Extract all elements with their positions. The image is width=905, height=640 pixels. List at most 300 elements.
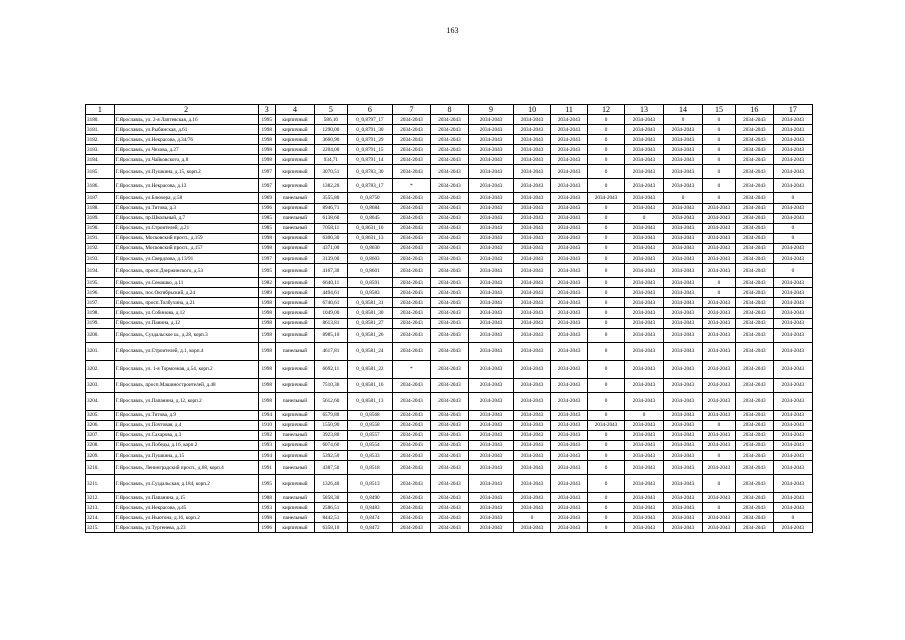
table-cell: 0 bbox=[703, 475, 736, 493]
table-cell: 2034-2043 bbox=[551, 328, 588, 342]
table-cell: 3188. bbox=[86, 203, 115, 213]
table-cell: 0_0,8472 bbox=[347, 523, 392, 533]
table-cell: 2034-2043 bbox=[773, 115, 812, 125]
table-cell: 1998 bbox=[258, 233, 275, 243]
table-cell: 2034-2043 bbox=[664, 450, 703, 460]
table-cell: 2034-2043 bbox=[551, 145, 588, 155]
table-cell: 2034-2043 bbox=[703, 298, 736, 308]
table-cell: 2034-2043 bbox=[624, 223, 663, 233]
table-cell: 2034-2043 bbox=[514, 420, 551, 430]
table-cell: 2034-2043 bbox=[588, 420, 625, 430]
table-cell: 586,10 bbox=[314, 115, 347, 125]
table-cell: 0 bbox=[773, 513, 812, 523]
table-cell: 6358,10 bbox=[314, 523, 347, 533]
table-cell: 2034-2043 bbox=[514, 342, 551, 360]
table-cell: 2034-2043 bbox=[392, 523, 430, 533]
table-cell: 1998 bbox=[258, 298, 275, 308]
table-cell: 0_0,8513 bbox=[347, 475, 392, 493]
table-cell: кирпичный bbox=[275, 378, 314, 392]
table-cell: 4387,50 bbox=[314, 461, 347, 475]
table-cell: 2034-2043 bbox=[392, 378, 430, 392]
table-cell: 3191. bbox=[86, 233, 115, 243]
table-cell: 2034-2043 bbox=[430, 440, 468, 450]
table-cell: 2034-2043 bbox=[664, 288, 703, 298]
table-cell: 0 bbox=[773, 223, 812, 233]
table-cell: 2034-2043 bbox=[624, 179, 663, 193]
table-cell: 2034-2043 bbox=[430, 125, 468, 135]
table-cell: 2034-2043 bbox=[735, 115, 773, 125]
table-cell: 2034-2043 bbox=[430, 378, 468, 392]
table-cell: 0 bbox=[588, 430, 625, 440]
table-cell: 2034-2043 bbox=[664, 155, 703, 165]
table-cell: 2034-2043 bbox=[624, 115, 663, 125]
table-cell: кирпичный bbox=[275, 264, 314, 278]
table-cell: 0 bbox=[588, 243, 625, 253]
table-cell: 0_0,8490 bbox=[347, 493, 392, 503]
column-header: 17 bbox=[773, 105, 812, 115]
table-cell: 2034-2043 bbox=[551, 179, 588, 193]
table-cell: 3210. bbox=[86, 461, 115, 475]
table-cell: 0 bbox=[773, 264, 812, 278]
table-cell: 2034-2043 bbox=[468, 475, 513, 493]
table-cell: 1988 bbox=[258, 493, 275, 503]
table-cell: 2034-2043 bbox=[735, 145, 773, 155]
table-cell: 2034-2043 bbox=[664, 318, 703, 328]
table-cell: 0_0,8797_17 bbox=[347, 115, 392, 125]
table-cell: 2034-2043 bbox=[430, 328, 468, 342]
table-cell: 2034-2043 bbox=[551, 475, 588, 493]
table-cell: 2034-2043 bbox=[664, 264, 703, 278]
table-cell: 2034-2043 bbox=[773, 430, 812, 440]
table-cell: 2034-2043 bbox=[735, 513, 773, 523]
table-row bbox=[86, 298, 813, 308]
table-cell: 2034-2043 bbox=[664, 213, 703, 223]
column-header: 4 bbox=[275, 105, 314, 115]
table-cell: панельный bbox=[275, 392, 314, 410]
table-cell: 2034-2043 bbox=[392, 475, 430, 493]
table-cell: 2034-2043 bbox=[392, 298, 430, 308]
table-cell: 2034-2043 bbox=[468, 233, 513, 243]
table-cell: 3211. bbox=[86, 475, 115, 493]
column-header: 15 bbox=[703, 105, 736, 115]
table-cell: 2034-2043 bbox=[392, 155, 430, 165]
table-cell: 2034-2043 bbox=[514, 308, 551, 318]
table-cell: 1995 bbox=[258, 115, 275, 125]
table-cell: 2034-2043 bbox=[735, 440, 773, 450]
table-cell: 2034-2043 bbox=[392, 308, 430, 318]
table-cell: 3207. bbox=[86, 430, 115, 440]
table-cell: 0_0,8581_24 bbox=[347, 342, 392, 360]
table-cell: 2034-2043 bbox=[514, 213, 551, 223]
table-cell: 2034-2043 bbox=[430, 342, 468, 360]
table-cell: 2034-2043 bbox=[514, 430, 551, 440]
table-cell: 0_0,8581_26 bbox=[347, 328, 392, 342]
table-cell: 3193. bbox=[86, 254, 115, 264]
table-cell: 2034-2043 bbox=[703, 308, 736, 318]
table-cell: 2034-2043 bbox=[430, 430, 468, 440]
table-cell: 2034-2043 bbox=[468, 513, 513, 523]
table-cell: 0 bbox=[588, 298, 625, 308]
table-cell: 2034-2043 bbox=[773, 342, 812, 360]
table-cell: 2034-2043 bbox=[735, 288, 773, 298]
table-cell: 2034-2043 bbox=[468, 378, 513, 392]
table-cell: 1992 bbox=[258, 430, 275, 440]
column-header: 13 bbox=[624, 105, 663, 115]
table-cell: 2034-2043 bbox=[664, 145, 703, 155]
table-cell: 0 bbox=[588, 155, 625, 165]
table-cell: * bbox=[392, 360, 430, 378]
table-cell: 2034-2043 bbox=[773, 288, 812, 298]
table-cell: 2034-2043 bbox=[735, 450, 773, 460]
table-cell: 2034-2043 bbox=[551, 523, 588, 533]
table-cell: 2034-2043 bbox=[551, 513, 588, 523]
table-cell: 2034-2043 bbox=[735, 179, 773, 193]
table-cell: 2034-2043 bbox=[468, 179, 513, 193]
table-cell: 2034-2043 bbox=[514, 440, 551, 450]
table-cell: 3206. bbox=[86, 420, 115, 430]
table-cell: 2034-2043 bbox=[664, 503, 703, 513]
table-cell: 2034-2043 bbox=[430, 298, 468, 308]
table-cell: 2034-2043 bbox=[664, 461, 703, 475]
table-cell: Г.Ярославль, пр.Школьный, д.7 bbox=[114, 213, 258, 223]
table-cell: 2034-2043 bbox=[664, 308, 703, 318]
table-cell: 2034-2043 bbox=[735, 328, 773, 342]
table-cell: 2034-2043 bbox=[664, 135, 703, 145]
table-row bbox=[86, 493, 813, 503]
table-cell: 2034-2043 bbox=[664, 243, 703, 253]
table-cell: 2034-2043 bbox=[514, 328, 551, 342]
table-cell: 2034-2043 bbox=[514, 115, 551, 125]
table-cell: кирпичный bbox=[275, 318, 314, 328]
table-cell: Г.Ярославль, ул.Почтовая, д.4 bbox=[114, 420, 258, 430]
table-row bbox=[86, 328, 813, 342]
table-cell: 2034-2043 bbox=[703, 430, 736, 440]
table-cell: 2034-2043 bbox=[735, 264, 773, 278]
table-cell: 2034-2043 bbox=[392, 461, 430, 475]
table-cell: 0 bbox=[624, 410, 663, 420]
table-cell: 2034-2043 bbox=[468, 193, 513, 203]
table-row bbox=[86, 145, 813, 155]
table-cell: 2034-2043 bbox=[735, 254, 773, 264]
table-cell: 7058,11 bbox=[314, 223, 347, 233]
table-cell: 2034-2043 bbox=[703, 233, 736, 243]
table-cell: 0 bbox=[588, 410, 625, 420]
table-cell: 0_0,8783_17 bbox=[347, 179, 392, 193]
table-cell: 3213. bbox=[86, 503, 115, 513]
table-cell: 2034-2043 bbox=[735, 125, 773, 135]
table-cell: 2034-2043 bbox=[664, 392, 703, 410]
table-cell: 1998 bbox=[258, 392, 275, 410]
table-cell: 2034-2043 bbox=[664, 513, 703, 523]
table-cell: кирпичный bbox=[275, 410, 314, 420]
table-cell: 0_0,8558 bbox=[347, 420, 392, 430]
table-cell: 2034-2043 bbox=[392, 243, 430, 253]
table-cell: панельный bbox=[275, 342, 314, 360]
table-cell: 934,71 bbox=[314, 155, 347, 165]
table-cell: кирпичный bbox=[275, 135, 314, 145]
table-cell: Г.Ярославль, ул. 1-я Тормозная, д.54, корп.2 bbox=[114, 360, 258, 378]
table-cell: 0_0,8568 bbox=[347, 410, 392, 420]
table-cell: кирпичный bbox=[275, 233, 314, 243]
table-cell: 2034-2043 bbox=[664, 125, 703, 135]
table-cell: 0 bbox=[588, 503, 625, 513]
table-cell: 2034-2043 bbox=[773, 203, 812, 213]
table-cell: 3555,80 bbox=[314, 193, 347, 203]
table-cell: 2034-2043 bbox=[664, 420, 703, 430]
table-cell: 2034-2043 bbox=[664, 342, 703, 360]
table-cell: 1994 bbox=[258, 410, 275, 420]
table-cell: 2034-2043 bbox=[430, 475, 468, 493]
table-cell: 2034-2043 bbox=[773, 461, 812, 475]
table-cell: 2034-2043 bbox=[735, 298, 773, 308]
table-cell: 2034-2043 bbox=[430, 493, 468, 503]
table-cell: 2034-2043 bbox=[392, 213, 430, 223]
table-cell: 2034-2043 bbox=[735, 278, 773, 288]
table-cell: Г.Ярославль, ул.Суздальская, д.184, корп.2 bbox=[114, 475, 258, 493]
table-cell: 3196. bbox=[86, 288, 115, 298]
table-cell: 3185. bbox=[86, 165, 115, 179]
table-cell: 2034-2043 bbox=[468, 410, 513, 420]
table-cell: 3194. bbox=[86, 264, 115, 278]
table-cell: 2034-2043 bbox=[468, 493, 513, 503]
table-cell: Г.Ярославль, ул.Чехова, д.27 bbox=[114, 145, 258, 155]
table-cell: 3180. bbox=[86, 115, 115, 125]
table-cell: 2034-2043 bbox=[514, 523, 551, 533]
table-cell: 0 bbox=[624, 213, 663, 223]
table-cell: 3208. bbox=[86, 440, 115, 450]
table-cell: кирпичный bbox=[275, 440, 314, 450]
table-cell: 2034-2043 bbox=[430, 233, 468, 243]
table-cell: Г.Ярославль, ул.Титова, д.3 bbox=[114, 203, 258, 213]
table-cell: 1290,00 bbox=[314, 125, 347, 135]
table-row bbox=[86, 179, 813, 193]
table-cell: 2034-2043 bbox=[624, 278, 663, 288]
table-cell: 3660,90 bbox=[314, 135, 347, 145]
column-header: 7 bbox=[392, 105, 430, 115]
table-cell: 2034-2043 bbox=[430, 318, 468, 328]
table-cell: 2034-2043 bbox=[392, 328, 430, 342]
table-cell: 2034-2043 bbox=[551, 115, 588, 125]
table-cell: 2204,00 bbox=[314, 145, 347, 155]
table-cell: 2034-2043 bbox=[392, 493, 430, 503]
table-cell: 2034-2043 bbox=[392, 420, 430, 430]
table-cell: 2034-2043 bbox=[468, 145, 513, 155]
table-cell: 2034-2043 bbox=[430, 308, 468, 318]
table-cell: Г.Ярославль, ул.Ньютона, д.16, корп.2 bbox=[114, 513, 258, 523]
table-cell: 2034-2043 bbox=[551, 420, 588, 430]
table-cell: 2034-2043 bbox=[624, 378, 663, 392]
table-cell: 2034-2043 bbox=[551, 298, 588, 308]
table-cell: 2034-2043 bbox=[468, 328, 513, 342]
table-cell: кирпичный bbox=[275, 203, 314, 213]
table-row bbox=[86, 213, 813, 223]
table-cell: 2034-2043 bbox=[468, 223, 513, 233]
table-cell: 2034-2043 bbox=[624, 203, 663, 213]
table-cell: 1998 bbox=[258, 155, 275, 165]
table-cell: 2034-2043 bbox=[664, 223, 703, 233]
table-cell: 2034-2043 bbox=[624, 440, 663, 450]
table-cell: кирпичный bbox=[275, 503, 314, 513]
page-number: 163 bbox=[446, 26, 459, 35]
table-cell: кирпичный bbox=[275, 155, 314, 165]
table-cell: 2034-2043 bbox=[551, 254, 588, 264]
table-row bbox=[86, 420, 813, 430]
table-cell: 1382,20 bbox=[314, 179, 347, 193]
table-cell: 2034-2043 bbox=[392, 264, 430, 278]
table-cell: 3215. bbox=[86, 523, 115, 533]
table-cell: Г.Ярославль, Московский просп., д.159 bbox=[114, 233, 258, 243]
table-cell: 2034-2043 bbox=[430, 193, 468, 203]
table-cell: Г.Ярославль, ул.Собинова, д.12 bbox=[114, 308, 258, 318]
table-cell: 2034-2043 bbox=[735, 203, 773, 213]
table-cell: 2034-2043 bbox=[703, 493, 736, 503]
table-cell: 2034-2043 bbox=[703, 461, 736, 475]
table-cell: 3198. bbox=[86, 308, 115, 318]
column-header: 12 bbox=[588, 105, 625, 115]
table-cell: 2034-2043 bbox=[773, 378, 812, 392]
table-cell: 3187. bbox=[86, 193, 115, 203]
table-cell: 2034-2043 bbox=[735, 461, 773, 475]
column-header: 5 bbox=[314, 105, 347, 115]
table-cell: 1995 bbox=[258, 264, 275, 278]
table-cell: 2034-2043 bbox=[430, 115, 468, 125]
table-cell: 2034-2043 bbox=[468, 440, 513, 450]
table-cell: 0 bbox=[588, 450, 625, 460]
table-cell: Г.Ярославль, ул.Некрасова, д.13 bbox=[114, 179, 258, 193]
table-cell: 2034-2043 bbox=[624, 342, 663, 360]
table-cell: 2034-2043 bbox=[468, 430, 513, 440]
column-header: 14 bbox=[664, 105, 703, 115]
table-cell: 0 bbox=[588, 378, 625, 392]
table-cell: 1985 bbox=[258, 223, 275, 233]
table-cell: 0_0,8791_30 bbox=[347, 125, 392, 135]
table-cell: 2034-2043 bbox=[514, 254, 551, 264]
table-cell: 2034-2043 bbox=[551, 440, 588, 450]
table-cell: 2034-2043 bbox=[624, 523, 663, 533]
table-cell: 6074,60 bbox=[314, 440, 347, 450]
table-cell: 0 bbox=[703, 125, 736, 135]
table-cell: 2034-2043 bbox=[624, 420, 663, 430]
table-cell: Г.Ярославль, ул. 2-я Лаптевская, д.16 bbox=[114, 115, 258, 125]
table-cell: 2034-2043 bbox=[588, 193, 625, 203]
table-cell: 1994 bbox=[258, 450, 275, 460]
table-cell: панельный bbox=[275, 513, 314, 523]
table-cell: 0 bbox=[703, 135, 736, 145]
table-cell: 2034-2043 bbox=[664, 298, 703, 308]
table-cell: Г.Ярославль, ул.Строителей, д.1, корп.4 bbox=[114, 342, 258, 360]
table-cell: 2034-2043 bbox=[430, 461, 468, 475]
table-cell: 1998 bbox=[258, 513, 275, 523]
table-cell: Г.Ярославль, ул.Чайковского, д.8 bbox=[114, 155, 258, 165]
table-cell: 2034-2043 bbox=[551, 318, 588, 328]
table-cell: 2034-2043 bbox=[551, 135, 588, 145]
table-cell: 2034-2043 bbox=[735, 420, 773, 430]
column-header: 16 bbox=[735, 105, 773, 115]
table-cell: 2034-2043 bbox=[624, 503, 663, 513]
table-cell: 2034-2043 bbox=[703, 203, 736, 213]
table-cell: 2034-2043 bbox=[551, 193, 588, 203]
table-cell: 3183. bbox=[86, 145, 115, 155]
table-cell: 3199. bbox=[86, 318, 115, 328]
table-cell: 6640,11 bbox=[314, 278, 347, 288]
table-cell: 2034-2043 bbox=[551, 308, 588, 318]
table-row bbox=[86, 523, 813, 533]
table-cell: 2034-2043 bbox=[735, 223, 773, 233]
table-cell: 2034-2043 bbox=[664, 360, 703, 378]
table-cell: Г.Ярославль, пос.Октябрьский, д.24 bbox=[114, 288, 258, 298]
table-row bbox=[86, 264, 813, 278]
table-cell: 2034-2043 bbox=[514, 135, 551, 145]
table-cell: 3182. bbox=[86, 135, 115, 145]
table-cell: 2034-2043 bbox=[468, 125, 513, 135]
table-cell: 2034-2043 bbox=[392, 430, 430, 440]
table-cell: 3205. bbox=[86, 410, 115, 420]
table-cell: 2034-2043 bbox=[773, 213, 812, 223]
table-cell: кирпичный bbox=[275, 450, 314, 460]
table-cell: 3214. bbox=[86, 513, 115, 523]
table-cell: 2034-2043 bbox=[514, 461, 551, 475]
table-cell: 0_0,8581_22 bbox=[347, 360, 392, 378]
table-cell: 0 bbox=[588, 254, 625, 264]
table-cell: 0_0,8554 bbox=[347, 440, 392, 450]
table-cell: 2034-2043 bbox=[773, 135, 812, 145]
table-cell: 2034-2043 bbox=[703, 342, 736, 360]
table-cell: кирпичный bbox=[275, 165, 314, 179]
table-cell: 2034-2043 bbox=[703, 243, 736, 253]
table-cell: 2034-2043 bbox=[468, 135, 513, 145]
table-cell: 2034-2043 bbox=[624, 165, 663, 179]
table-cell: 0 bbox=[703, 179, 736, 193]
table-cell: 2034-2043 bbox=[514, 378, 551, 392]
table-cell: 1998 bbox=[258, 360, 275, 378]
table-cell: 0_0,8581_13 bbox=[347, 392, 392, 410]
table-cell: 2034-2043 bbox=[773, 360, 812, 378]
table-cell: 0_0,8483 bbox=[347, 503, 392, 513]
table-cell: 2034-2043 bbox=[624, 392, 663, 410]
table-cell: 2034-2043 bbox=[468, 254, 513, 264]
table-cell: 0 bbox=[588, 475, 625, 493]
table-cell: 2034-2043 bbox=[773, 308, 812, 318]
table-cell: Г.Ярославль, просп.Дзержинского, д.53 bbox=[114, 264, 258, 278]
table-cell: 2034-2043 bbox=[624, 493, 663, 503]
table-cell: 5612,60 bbox=[314, 392, 347, 410]
table-cell: Г.Ярославль, ул.Некрасова, д.45 bbox=[114, 503, 258, 513]
table-cell: 3189. bbox=[86, 213, 115, 223]
table-cell: 2034-2043 bbox=[551, 288, 588, 298]
table-cell: 2034-2043 bbox=[468, 523, 513, 533]
table-cell: 2034-2043 bbox=[664, 410, 703, 420]
table-cell: 2034-2043 bbox=[551, 410, 588, 420]
table-cell: 2034-2043 bbox=[430, 450, 468, 460]
table-cell: 8442,51 bbox=[314, 513, 347, 523]
table-cell: 2034-2043 bbox=[551, 155, 588, 165]
table-cell: панельный bbox=[275, 193, 314, 203]
table-cell: 4494,61 bbox=[314, 288, 347, 298]
table-cell: 1998 bbox=[258, 243, 275, 253]
table-cell: 2034-2043 bbox=[430, 145, 468, 155]
table-cell: 0_0,8631_13 bbox=[347, 233, 392, 243]
table-cell: панельный bbox=[275, 223, 314, 233]
table-cell: 0 bbox=[588, 288, 625, 298]
table-cell: 2034-2043 bbox=[624, 288, 663, 298]
table-cell: 2034-2043 bbox=[430, 165, 468, 179]
table-cell: 2034-2043 bbox=[624, 430, 663, 440]
table-cell: 2034-2043 bbox=[773, 493, 812, 503]
table-cell: 2034-2043 bbox=[514, 179, 551, 193]
registry-table bbox=[85, 104, 813, 533]
table-cell: 0 bbox=[588, 179, 625, 193]
table-cell: 2034-2043 bbox=[468, 360, 513, 378]
